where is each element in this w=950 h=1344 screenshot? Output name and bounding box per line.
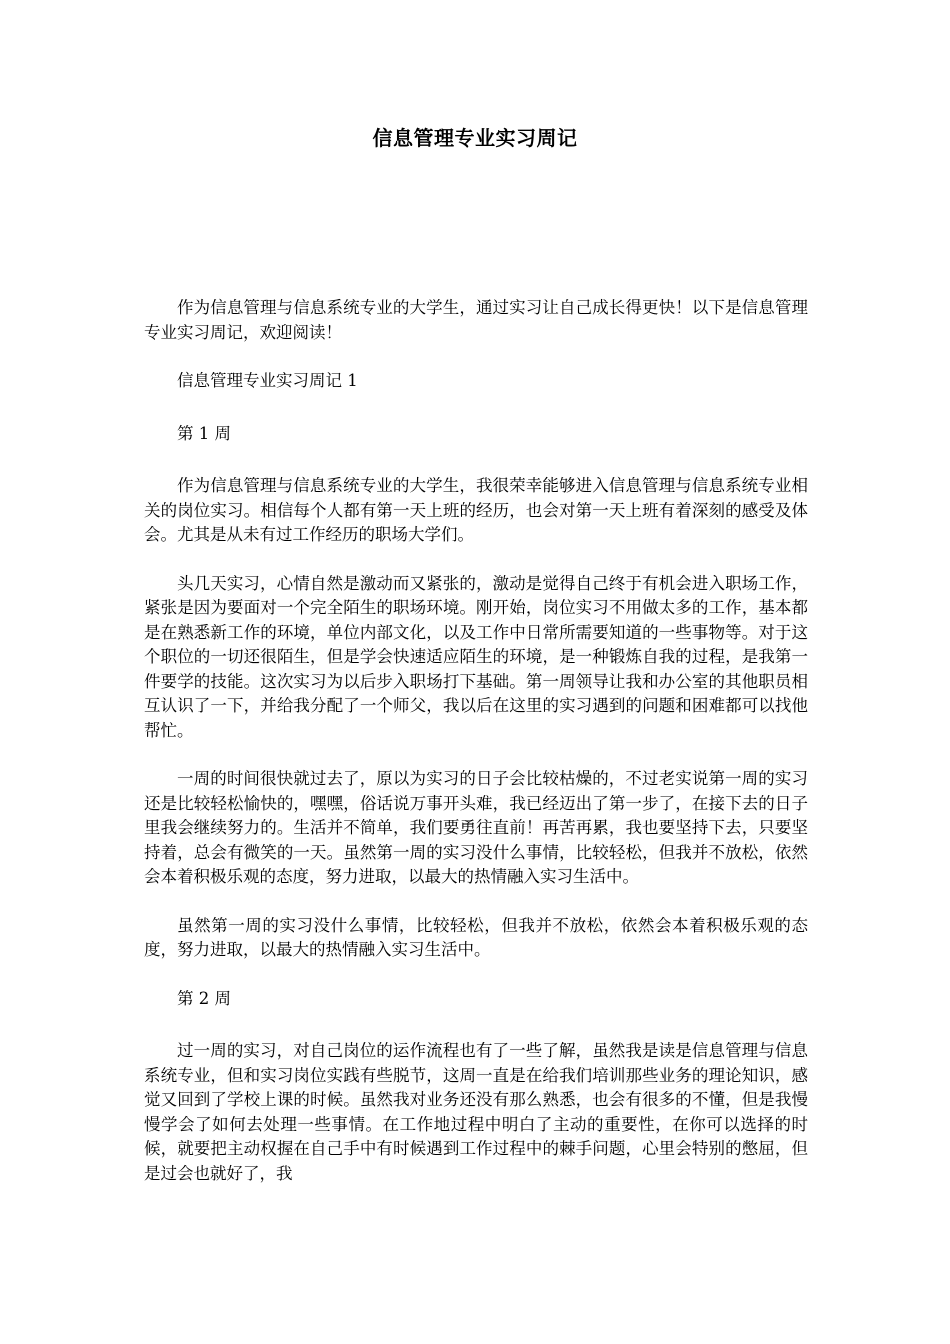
section-heading: 信息管理专业实习周记 1 (177, 371, 358, 390)
intro-paragraph: 作为信息管理与信息系统专业的大学生，通过实习让自己成长得更快！以下是信息管理专业实习周记，欢迎阅读！ (144, 298, 808, 342)
body-paragraph: 头几天实习，心情自然是激动而又紧张的，激动是觉得自己终于有机会进入职场工作，紧张是因为要面对一个完全陌生的职场环境。刚开始，岗位实习不用做太多的工作，基本都是在熟悉新工作的环境，单位内部文化，以及工作中日常所需要知道的一些事物等。对于这个职位的一切还很陌生，但是学会快速适应陌生的环境，是一种锻炼自我的过程，是我第一件要学的技能。这次实习为以后步入职场打下基础。第一周领导让我和办公室的其他职员相互认识了一下，并给我分配了一个师父，我以后在这里的实习遇到的问题和困难都可以找他帮忙。 (144, 573, 808, 740)
document-title: 信息管理专业实习周记 (372, 126, 578, 150)
week-heading: 第 2 周 (177, 988, 231, 1008)
body-paragraph: 一周的时间很快就过去了，原以为实习的日子会比较枯燥的，不过老实说第一周的实习还是比较轻松愉快的，嘿嘿，俗话说万事开头难，我已经迈出了第一步了，在接下去的日子里我会继续努力的。生活并不简单，我们要勇往直前！再苦再累，我也要坚持下去，只要坚持着，总会有微笑的一天。虽然第一周的实习没什么事情，比较轻松，但我并不放松，依然会本着积极乐观的态度，努力进取，以最大的热情融入实习生活中。 (144, 769, 808, 886)
body-paragraph: 虽然第一周的实习没什么事情，比较轻松，但我并不放松，依然会本着积极乐观的态度，努力进取，以最大的热情融入实习生活中。 (144, 915, 808, 959)
document-body (144, 296, 808, 1210)
week-heading: 第 1 周 (177, 423, 231, 443)
body-paragraph: 作为信息管理与信息系统专业的大学生，我很荣幸能够进入信息管理与信息系统专业相关的岗位实习。相信每个人都有第一天上班的经历，也会对第一天上班有着深刻的感受及体会。尤其是从未有过工作经历的职场大学们。 (144, 476, 808, 544)
body-paragraph: 过一周的实习，对自己岗位的运作流程也有了一些了解，虽然我是读是信息管理与信息系统专业，但和实习岗位实践有些脱节，这周一直是在给我们培训那些业务的理论知识，感觉又回到了学校上课的时候。虽然我对业务还没有那么熟悉，也会有很多的不懂，但是我慢慢学会了如何去处理一些事情。在工作地过程中明白了主动的重要性，在你可以选择的时候，就要把主动权握在自己手中有时候遇到工作过程中的棘手问题，心里会特别的憋屈，但是过会也就好了，我 (144, 1041, 808, 1183)
